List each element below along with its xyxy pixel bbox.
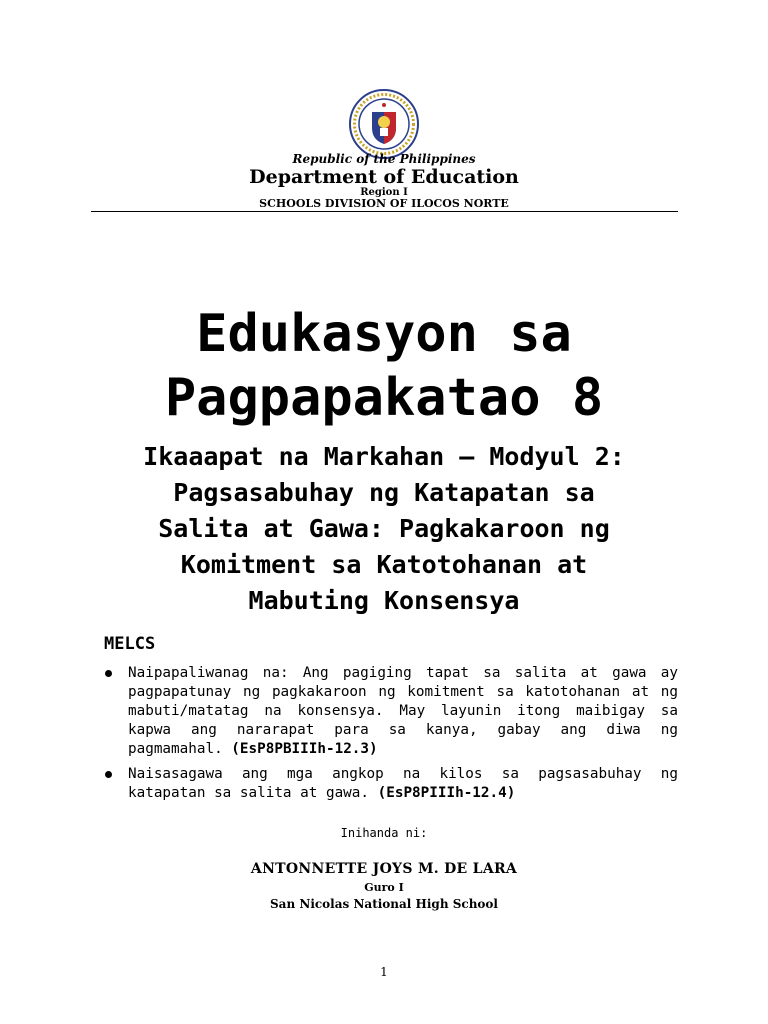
republic-heading: Republic of the Philippines: [292, 152, 476, 166]
subtitle-line-3: Salita at Gawa: Pagkakaroon ng: [158, 514, 610, 543]
title-line-1: Edukasyon sa: [196, 304, 572, 364]
melcs-list: [96, 664, 678, 809]
author-role: Guro I: [364, 881, 404, 894]
subtitle-line-2: Pagsasabuhay ng Katapatan sa: [173, 478, 595, 507]
division-heading: SCHOOLS DIVISION OF ILOCOS NORTE: [259, 197, 509, 210]
melcs-item-code: (EsP8PBIIIh-12.3): [231, 741, 378, 757]
author-name: ANTONNETTE JOYS M. DE LARA: [250, 861, 518, 877]
prepared-by-label: Inihanda ni:: [340, 826, 428, 840]
melcs-item-code: (EsP8PIIIh-12.4): [377, 785, 516, 801]
melcs-item-text: Naipapaliwanag na: Ang pagiging tapat sa salita at gawa ay pagpapatunay ng pagkakaroon ng komitment sa katotohanan at ng mabuti/matatag na konsensya. May layunin itong maibigay sa kapwa ang nararapat para sa kanya, gabay ang diwa ng pagmamahal.: [128, 665, 678, 757]
author-school: San Nicolas National High School: [270, 897, 498, 911]
subtitle-line-1: Ikaaapat na Markahan – Modyul 2:: [143, 442, 625, 471]
melcs-item: [96, 664, 678, 759]
page-number: 1: [380, 965, 388, 979]
module-title: [0, 302, 768, 430]
melcs-heading: MELCS: [104, 634, 156, 654]
title-line-2: Pagpapakatao 8: [164, 368, 604, 428]
deped-seal-logo: [348, 88, 420, 160]
bullet-icon: [105, 670, 112, 677]
region-heading: Region I: [360, 187, 408, 198]
bullet-icon: [105, 771, 112, 778]
subtitle-line-5: Mabuting Konsensya: [248, 586, 520, 615]
subtitle-line-4: Komitment sa Katotohanan at: [180, 550, 588, 579]
header-divider: [91, 211, 678, 212]
melcs-item: [96, 765, 678, 803]
department-heading: Department of Education: [249, 166, 519, 188]
melcs-item-text: Naisasagawa ang mga angkop na kilos sa pagsasabuhay ng katapatan sa salita at gawa.: [128, 766, 678, 801]
module-subtitle: [60, 439, 708, 619]
